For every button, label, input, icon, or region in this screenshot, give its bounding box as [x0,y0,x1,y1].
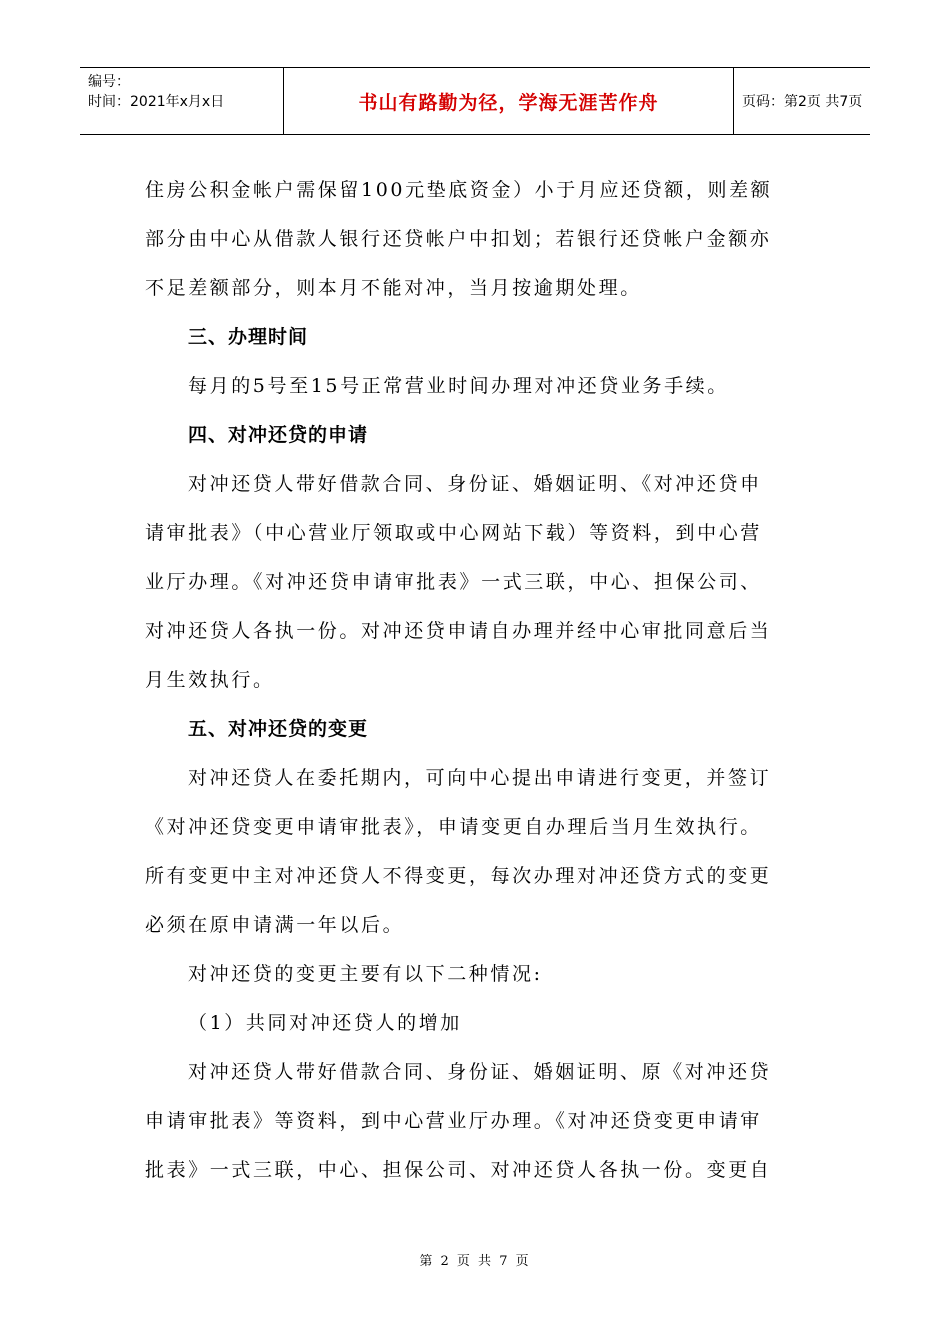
document-body [145,166,809,1195]
header-page-label: 页码：第2页 共7页 [742,94,863,110]
body-line: 每月的5号至15号正常营业时间办理对冲还贷业务手续。 [188,375,729,397]
section-heading: 四、对冲还贷的申请 [188,424,369,446]
body-line: 所有变更中主对冲还贷人不得变更，每次办理对冲还贷方式的变更 [145,865,772,887]
body-line: 对冲还贷人各执一份。对冲还贷申请自办理并经中心审批同意后当 [145,620,772,642]
page-footer: 第 2 页 共 7 页 [419,1254,531,1269]
body-line: 住房公积金帐户需保留100元垫底资金）小于月应还贷额，则差额 [145,179,773,201]
body-line: 对冲还贷人在委托期内，可向中心提出申请进行变更，并签订 [188,767,772,789]
body-line: 对冲还贷人带好借款合同、身份证、婚姻证明、原《对冲还贷 [188,1061,772,1083]
body-line: 《对冲还贷变更申请审批表》，申请变更自办理后当月生效执行。 [145,816,762,838]
body-line: 对冲还贷人带好借款合同、身份证、婚姻证明、《对冲还贷申 [188,473,762,495]
body-line: 月生效执行。 [145,669,275,691]
header-motto: 书山有路勤为径，学海无涯苦作舟 [284,68,734,134]
body-line: 部分由中心从借款人银行还贷帐户中扣划；若银行还贷帐户金额亦 [145,228,772,250]
page-header [80,67,870,135]
body-line: 业厅办理。《对冲还贷申请审批表》一式三联，中心、担保公司、 [145,571,762,593]
document-date-label: 时间：2021年x月x日 [88,94,225,110]
document-number-label: 编号： [88,74,130,90]
body-line: 请审批表》（中心营业厅领取或中心网站下载）等资料，到中心营 [145,522,762,544]
section-heading: 五、对冲还贷的变更 [188,718,369,740]
body-line: 对冲还贷的变更主要有以下二种情况: [188,963,543,985]
section-heading: 三、办理时间 [188,326,309,348]
body-line: 必须在原申请满一年以后。 [145,914,405,936]
body-line: 申请审批表》等资料，到中心营业厅办理。《对冲还贷变更申请审 [145,1110,762,1132]
body-line: （1）共同对冲还贷人的增加 [188,1012,462,1034]
body-line: 不足差额部分，则本月不能对冲，当月按逾期处理。 [145,277,642,299]
header-info-cell [80,68,284,134]
body-line: 批表》一式三联，中心、担保公司、对冲还贷人各执一份。变更自 [145,1159,772,1181]
